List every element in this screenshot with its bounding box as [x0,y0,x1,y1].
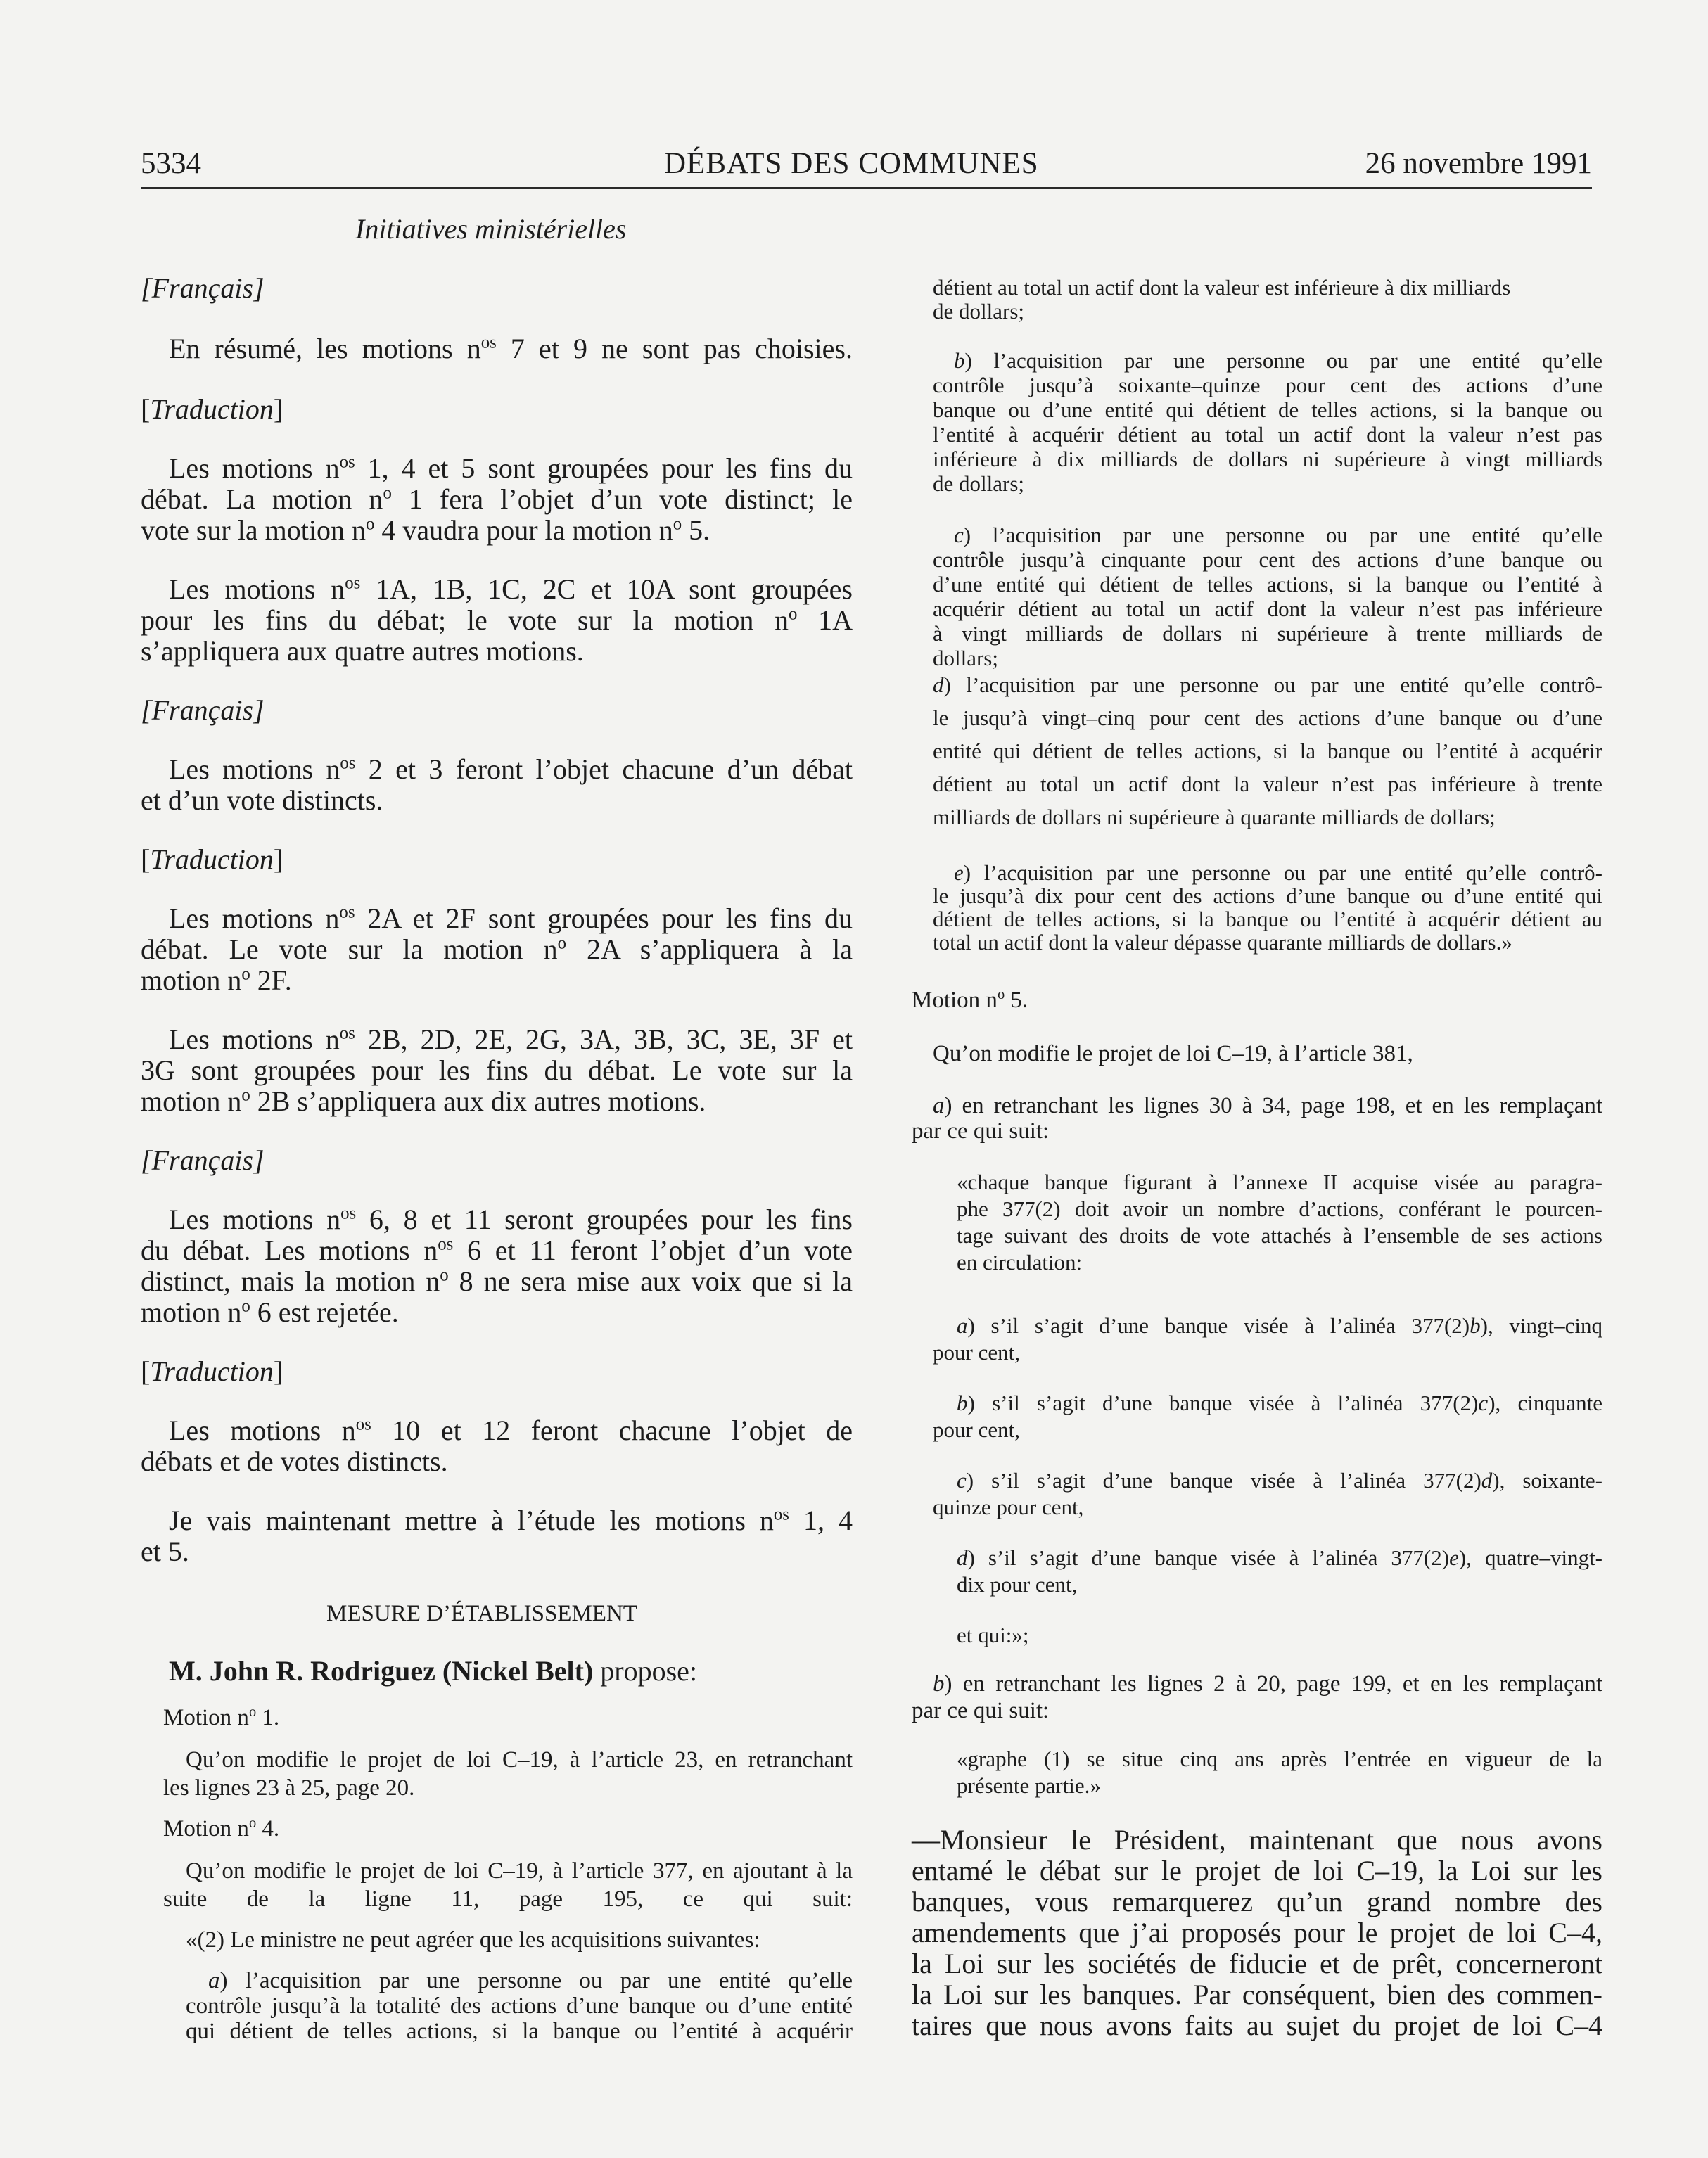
right-column-line: banques, vous remarquerez qu’un grand nombre des [912,1886,1602,1917]
left-column-line: et 5. [141,1536,189,1567]
left-column-line: s’appliquera aux quatre autres motions. [141,635,584,667]
left-column-line: [Français] [141,694,265,726]
right-column-line: détient au total un actif dont la valeur est inférieure à dix milliards [933,275,1511,300]
left-column-line: En résumé, les motions $n^{os}$ 7 et 9 ne sont pas choisies. [169,333,853,364]
right-column-line: pour cent, [933,1417,1020,1442]
left-column-line: suite de la ligne 11, page 195, ce qui suit: [163,1886,853,1912]
left-column-line: a) l’acquisition par une personne ou par une entité qu’elle [208,1968,853,1993]
right-column-line: taires que nous avons faits au sujet du projet de loi C–4 [912,2010,1602,2041]
right-column-line: b) l’acquisition par une personne ou par une entité qu’elle [954,348,1602,373]
left-column-line: Les motions $n^{os}$ 10 et 12 feront chacune l’objet de [169,1415,853,1446]
left-column-line: motion $n^o$ 2B s’appliquera aux dix autres motions. [141,1085,706,1117]
publication-date: 26 novembre 1991 [1365,147,1592,180]
right-column-line: quinze pour cent, [933,1495,1084,1519]
right-column-line: c) l’acquisition par une personne ou par une entité qu’elle [954,523,1602,547]
right-column-line: la Loi sur les sociétés de fiducie et de prêt, concerneront [912,1948,1602,1979]
left-column-line: Les motions $n^{os}$ 6, 8 et 11 seront groupées pour les fins [169,1204,853,1235]
right-column-line: entamé le débat sur le projet de loi C–19, la Loi sur les [912,1855,1602,1886]
left-column-line: Les motions $n^{os}$ 1A, 1B, 1C, 2C et 10A sont groupées [169,573,853,605]
left-column-line: Je vais maintenant mettre à l’étude les motions $n^{os}$ 1, 4 [169,1505,853,1536]
right-column-line: détient de telles actions, si la banque ou l’entité à acquérir détient au [933,907,1602,931]
right-column-line: de dollars; [933,471,1024,496]
right-column-line: le jusqu’à vingt–cinq pour cent des actions d’une banque ou d’une [933,706,1602,730]
right-column-line: par ce qui suit: [912,1118,1050,1144]
right-column-line: banque ou d’une entité qui détient de telles actions, si la banque ou [933,397,1602,422]
left-column-line: Les motions $n^{os}$ 2B, 2D, 2E, 2G, 3A, 3B, 3C, 3E, 3F et [169,1023,853,1055]
right-column-line: d) l’acquisition par une personne ou par une entité qu’elle contrô- [933,672,1602,697]
right-column-line: c) s’il s’agit d’une banque visée à l’alinéa 377(2)d), soixante- [957,1468,1602,1493]
left-column-line: débat. Le vote sur la motion $n^o$ 2A s’appliquera à la [141,933,853,965]
left-column-line: [Français] [141,1144,265,1176]
publication-title: DÉBATS DES COMMUNES [664,147,1039,180]
left-column-line: du débat. Les motions $n^{os}$ 6 et 11 feront l’objet d’un vote [141,1234,853,1266]
right-column-line: Qu’on modifie le projet de loi C–19, à l’article 381, [933,1041,1413,1066]
left-column-line: MESURE D’ÉTABLISSEMENT [326,1601,637,1626]
right-column-line: contrôle jusqu’à cinquante pour cent des actions d’une banque ou [933,547,1602,572]
left-column-line: les lignes 23 à 25, page 20. [163,1775,415,1801]
right-column-line: le jusqu’à dix pour cent des actions d’une banque ou d’une entité qui [933,883,1602,908]
section-title: Initiatives ministérielles [355,213,627,245]
left-column-line: débat. La motion $n^o$ 1 fera l’objet d’un vote distinct; le [141,483,853,515]
right-column-line: amendements que j’ai proposés pour le projet de loi C–4, [912,1917,1602,1948]
left-column-line: Motion $n^o$ 1. [163,1704,280,1730]
left-column-line: Les motions $n^{os}$ 2A et 2F sont groupées pour les fins du [169,902,853,934]
left-column-line: Les motions $n^{os}$ 1, 4 et 5 sont groupées pour les fins du [169,452,853,484]
right-column-line: entité qui détient de telles actions, si la banque ou l’entité à acquérir [933,739,1602,763]
left-column-line: contrôle jusqu’à la totalité des actions d’une banque ou d’une entité [186,1993,853,2019]
right-column-line: tage suivant des droits de vote attachés à l’ensemble de ses actions [957,1223,1602,1248]
left-column-line: 3G sont groupées pour les fins du débat. Le vote sur la [141,1054,853,1086]
right-column-line: Motion $n^o$ 5. [912,987,1028,1013]
left-column-line: Les motions $n^{os}$ 2 et 3 feront l’objet chacune d’un débat [169,753,853,785]
right-column-line: la Loi sur les banques. Par conséquent, bien des commen- [912,1979,1602,2010]
right-column-line: l’entité à acquérir détient au total un actif dont la valeur n’est pas [933,422,1602,447]
left-column-line: [Traduction] [141,1355,283,1387]
left-column-line: motion $n^o$ 6 est rejetée. [141,1296,399,1328]
left-column-line: et d’un vote distincts. [141,784,383,816]
right-column-line: a) en retranchant les lignes 30 à 34, page 198, et en les remplaçant [933,1093,1602,1118]
right-column-line: inférieure à dix milliards de dollars ni supérieure à vingt milliards [933,447,1602,471]
left-column-line: M. John R. Rodriguez (Nickel Belt) propose: [169,1655,698,1687]
right-column-line: phe 377(2) doit avoir un nombre d’actions, conférant le pourcen- [957,1196,1602,1221]
left-column-line: [Français] [141,272,265,304]
right-column-line: et qui:»; [957,1623,1029,1647]
right-column-line: b) s’il s’agit d’une banque visée à l’alinéa 377(2)c), cinquante [957,1391,1603,1415]
left-column-line: Qu’on modifie le projet de loi C–19, à l’article 23, en retranchant [186,1747,853,1773]
right-column-line: par ce qui suit: [912,1698,1050,1723]
right-column-line: d’une entité qui détient de telles actions, si la banque ou l’entité à [933,572,1602,596]
left-column-line: «(2) Le ministre ne peut agréer que les acquisitions suivantes: [186,1927,760,1953]
right-column-line: contrôle jusqu’à soixante–quinze pour cent des actions d’une [933,373,1602,397]
right-column-line: a) s’il s’agit d’une banque visée à l’alinéa 377(2)b), vingt–cinq [957,1313,1603,1338]
right-column-line: acquérir détient au total un actif dont la valeur n’est pas inférieure [933,596,1602,621]
right-column-line: présente partie.» [957,1773,1101,1798]
right-column-line: à vingt milliards de dollars ni supérieure à trente milliards de [933,621,1602,646]
right-column-line: milliards de dollars ni supérieure à quarante milliards de dollars; [933,805,1496,829]
right-column-line: dollars; [933,646,998,670]
right-column-line: e) l’acquisition par une personne ou par une entité qu’elle contrô- [954,860,1602,885]
right-column-line: b) en retranchant les lignes 2 à 20, page 199, et en les remplaçant [933,1671,1602,1697]
right-column-line: détient au total un actif dont la valeur n’est pas inférieure à trente [933,772,1602,796]
left-column-line: vote sur la motion $n^o$ 4 vaudra pour la motion $n^o$ 5. [141,514,710,546]
left-column-line: distinct, mais la motion $n^o$ 8 ne sera mise aux voix que si la [141,1265,853,1297]
left-column-line: Motion $n^o$ 4. [163,1815,280,1841]
right-column-line: de dollars; [933,299,1024,324]
right-column-line: d) s’il s’agit d’une banque visée à l’alinéa 377(2)e), quatre–vingt- [957,1545,1602,1570]
right-column-line: total un actif dont la valeur dépasse quarante milliards de dollars.» [933,930,1512,954]
header-rule [141,187,1592,189]
left-column-line: Qu’on modifie le projet de loi C–19, à l’article 377, en ajoutant à la [186,1858,853,1884]
right-column-line: «graphe (1) se situe cinq ans après l’entrée en vigueur de la [957,1747,1602,1771]
right-column-line: pour cent, [933,1340,1020,1365]
left-column-line: débats et de votes distincts. [141,1445,448,1477]
left-column-line: motion $n^o$ 2F. [141,964,292,996]
page-number: 5334 [141,147,201,180]
left-column-line: [Traduction] [141,843,283,875]
left-column-line: qui détient de telles actions, si la banque ou l’entité à acquérir [186,2019,853,2044]
right-column-line: «chaque banque figurant à l’annexe II acquise visée au paragra- [957,1170,1602,1194]
right-column-line: —Monsieur le Président, maintenant que nous avons [912,1824,1602,1856]
left-column-line: [Traduction] [141,393,283,425]
right-column-line: en circulation: [957,1250,1083,1275]
left-column-line: pour les fins du débat; le vote sur la motion $n^o$ 1A [141,604,853,636]
right-column-line: dix pour cent, [957,1572,1078,1597]
